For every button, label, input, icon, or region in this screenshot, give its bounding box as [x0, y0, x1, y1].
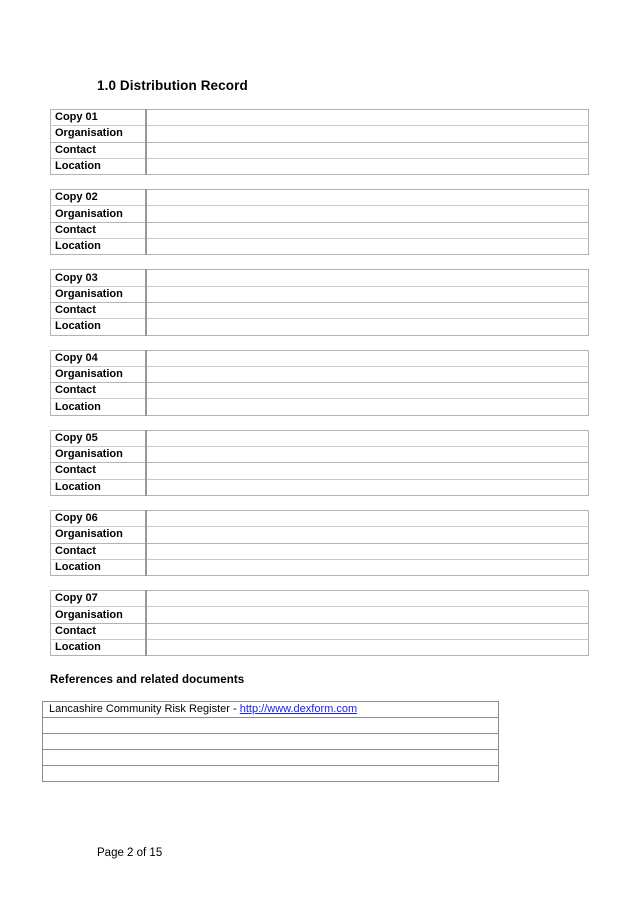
row-value-copy[interactable] — [146, 350, 589, 366]
row-label-copy: Copy 04 — [51, 350, 147, 366]
row-value-organisation[interactable] — [146, 527, 589, 543]
table-row — [43, 718, 499, 734]
row-label-contact: Contact — [51, 623, 147, 639]
row-value-contact[interactable] — [146, 543, 589, 559]
row-value-contact[interactable] — [146, 222, 589, 238]
row-label-organisation: Organisation — [51, 447, 147, 463]
distribution-record-table — [50, 269, 589, 335]
row-label-location: Location — [51, 640, 147, 656]
row-value-copy[interactable] — [146, 430, 589, 446]
row-value-organisation[interactable] — [146, 126, 589, 142]
row-label-location: Location — [51, 399, 147, 415]
row-label-location: Location — [51, 479, 147, 495]
row-label-organisation: Organisation — [51, 286, 147, 302]
row-label-location: Location — [51, 559, 147, 575]
table-row — [51, 110, 589, 126]
row-value-organisation[interactable] — [146, 286, 589, 302]
reference-text: Lancashire Community Risk Register - — [49, 703, 240, 715]
row-label-location: Location — [51, 239, 147, 255]
row-label-copy: Copy 05 — [51, 430, 147, 446]
table-row — [51, 222, 589, 238]
row-label-copy: Copy 02 — [51, 190, 147, 206]
row-label-location: Location — [51, 319, 147, 335]
table-row — [51, 206, 589, 222]
table-row — [51, 640, 589, 656]
row-label-copy: Copy 07 — [51, 591, 147, 607]
table-row — [51, 463, 589, 479]
reference-cell[interactable] — [43, 750, 499, 766]
table-row — [51, 559, 589, 575]
row-label-organisation: Organisation — [51, 527, 147, 543]
table-row — [51, 430, 589, 446]
table-row — [51, 479, 589, 495]
table-row — [43, 734, 499, 750]
reference-cell[interactable] — [43, 734, 499, 750]
table-row — [51, 190, 589, 206]
table-row — [51, 591, 589, 607]
row-label-organisation: Organisation — [51, 366, 147, 382]
row-label-copy: Copy 01 — [51, 110, 147, 126]
table-row — [51, 158, 589, 174]
distribution-record-table — [50, 510, 589, 576]
reference-cell[interactable] — [43, 766, 499, 782]
references-table-body — [43, 702, 499, 782]
table-row — [51, 527, 589, 543]
table-row — [51, 510, 589, 526]
row-label-organisation: Organisation — [51, 206, 147, 222]
table-row — [51, 239, 589, 255]
row-label-contact: Contact — [51, 543, 147, 559]
row-value-location[interactable] — [146, 640, 589, 656]
distribution-record-table — [50, 109, 589, 175]
row-value-copy[interactable] — [146, 110, 589, 126]
reference-cell[interactable] — [43, 702, 499, 718]
page-title: 1.0 Distribution Record — [97, 78, 248, 93]
reference-cell[interactable] — [43, 718, 499, 734]
row-label-organisation: Organisation — [51, 607, 147, 623]
row-label-contact: Contact — [51, 142, 147, 158]
row-value-organisation[interactable] — [146, 607, 589, 623]
row-label-copy: Copy 06 — [51, 510, 147, 526]
row-value-copy[interactable] — [146, 510, 589, 526]
table-row — [51, 607, 589, 623]
row-label-copy: Copy 03 — [51, 270, 147, 286]
references-heading: References and related documents — [50, 674, 245, 686]
row-value-copy[interactable] — [146, 190, 589, 206]
distribution-record-table — [50, 189, 589, 255]
row-value-copy[interactable] — [146, 591, 589, 607]
row-value-location[interactable] — [146, 559, 589, 575]
table-row — [51, 270, 589, 286]
row-value-contact[interactable] — [146, 302, 589, 318]
row-label-location: Location — [51, 158, 147, 174]
row-value-organisation[interactable] — [146, 366, 589, 382]
row-value-location[interactable] — [146, 399, 589, 415]
table-row — [51, 623, 589, 639]
row-value-location[interactable] — [146, 239, 589, 255]
distribution-record-list — [50, 109, 589, 670]
table-row — [51, 319, 589, 335]
table-row — [51, 286, 589, 302]
references-table — [42, 701, 499, 782]
distribution-record-table — [50, 430, 589, 496]
table-row — [51, 366, 589, 382]
row-value-contact[interactable] — [146, 463, 589, 479]
row-label-contact: Contact — [51, 302, 147, 318]
table-row — [43, 766, 499, 782]
reference-link[interactable]: http://www.dexform.com — [239, 703, 358, 715]
table-row — [51, 543, 589, 559]
distribution-record-table — [50, 350, 589, 416]
row-value-location[interactable] — [146, 319, 589, 335]
table-row — [51, 126, 589, 142]
row-value-organisation[interactable] — [146, 206, 589, 222]
table-row — [51, 302, 589, 318]
row-label-organisation: Organisation — [51, 126, 147, 142]
table-row — [51, 142, 589, 158]
row-value-organisation[interactable] — [146, 447, 589, 463]
row-label-contact: Contact — [51, 463, 147, 479]
row-value-contact[interactable] — [146, 383, 589, 399]
table-row — [43, 750, 499, 766]
row-label-contact: Contact — [51, 222, 147, 238]
row-value-contact[interactable] — [146, 623, 589, 639]
distribution-record-table — [50, 590, 589, 656]
table-row — [51, 350, 589, 366]
table-row — [43, 702, 499, 718]
row-value-location[interactable] — [146, 158, 589, 174]
row-value-contact[interactable] — [146, 142, 589, 158]
row-label-contact: Contact — [51, 383, 147, 399]
row-value-location[interactable] — [146, 479, 589, 495]
table-row — [51, 399, 589, 415]
table-row — [51, 383, 589, 399]
page-footer: Page 2 of 15 — [97, 847, 163, 859]
row-value-copy[interactable] — [146, 270, 589, 286]
table-row — [51, 447, 589, 463]
